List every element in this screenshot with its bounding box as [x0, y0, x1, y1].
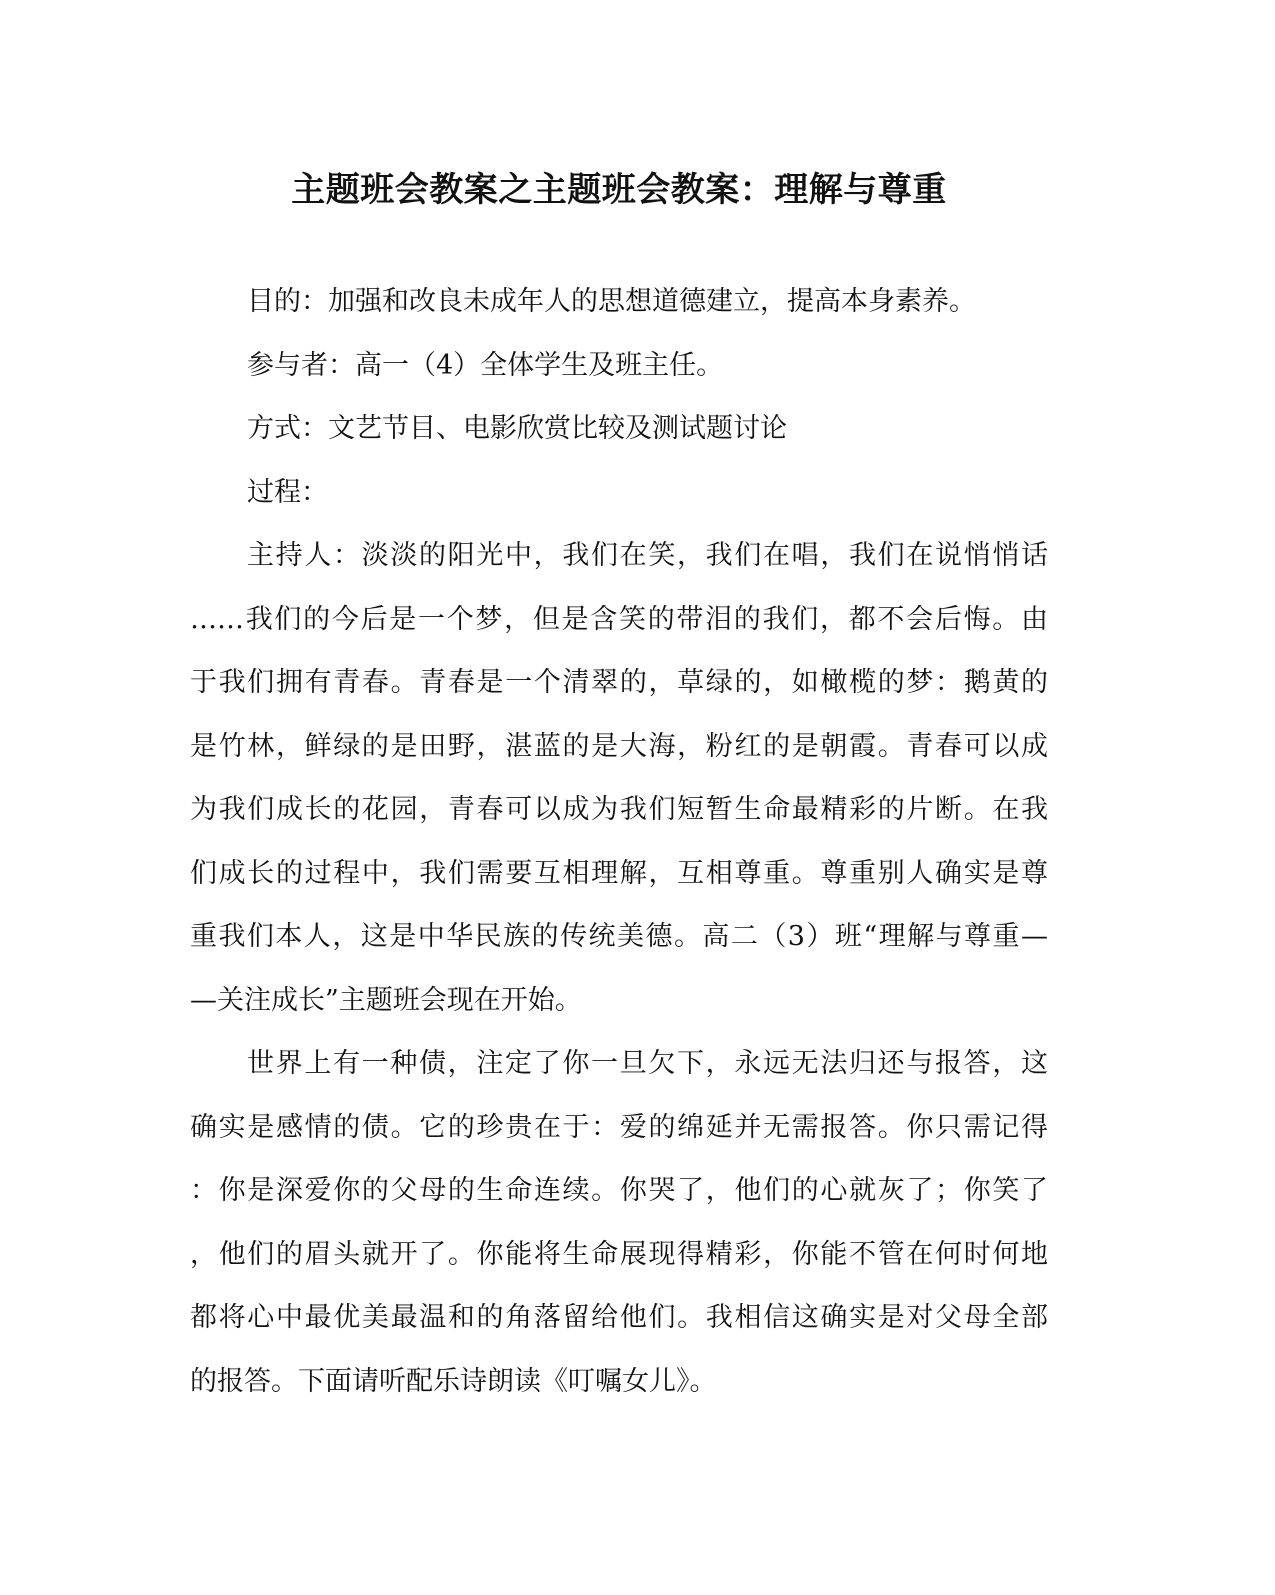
debt-paragraph-line: 确实是感情的债。它的珍贵在于：爱的绵延并无需报答。你只需记得 — [190, 1111, 1048, 1143]
purpose-line: 目的：加强和改良未成年人的思想道德建立，提高本身素养。 — [247, 286, 976, 317]
process-label: 过程： — [247, 476, 328, 508]
debt-paragraph-line: 的报答。下面请听配乐诗朗读《叮嘱女儿》。 — [190, 1365, 717, 1397]
debt-paragraph-line: ：你是深爱你的父母的生命连续。你哭了，他们的心就灰了；你笑了 — [190, 1175, 1048, 1206]
host-paragraph-line: ……我们的今后是一个梦，但是含笑的带泪的我们，都不会后悔。由 — [190, 603, 1048, 635]
document-body — [190, 270, 1048, 1413]
host-paragraph-line: 重我们本人，这是中华民族的传统美德。高二（3）班“理解与尊重— — [190, 921, 1048, 952]
debt-paragraph-line: ，他们的眉头就开了。你能将生命展现得精彩，你能不管在何时何地 — [190, 1238, 1048, 1270]
host-paragraph-line: 是竹林，鲜绿的是田野，湛蓝的是大海，粉红的是朝霞。青春可以成 — [190, 730, 1048, 762]
host-paragraph-line: 主持人：淡淡的阳光中，我们在笑，我们在唱，我们在说悄悄话 — [247, 540, 1048, 571]
host-paragraph-line: —关注成长”主题班会现在开始。 — [190, 984, 582, 1016]
debt-paragraph-line: 都将心中最优美最温和的角落留给他们。我相信这确实是对父母全部 — [190, 1302, 1048, 1333]
method-line: 方式：文艺节目、电影欣赏比较及测试题讨论 — [247, 413, 787, 444]
host-paragraph-line: 们成长的过程中，我们需要互相理解，互相尊重。尊重别人确实是尊 — [190, 857, 1048, 889]
document-title: 主题班会教案之主题班会教案：理解与尊重 — [291, 170, 947, 210]
debt-paragraph-line: 世界上有一种债，注定了你一旦欠下，永远无法归还与报答，这 — [247, 1048, 1048, 1079]
host-paragraph-line: 于我们拥有青春。青春是一个清翠的，草绿的，如橄榄的梦：鹅黄的 — [190, 667, 1048, 698]
host-paragraph-line: 为我们成长的花园，青春可以成为我们短暂生命最精彩的片断。在我 — [190, 794, 1048, 825]
participants-line: 参与者：高一（4）全体学生及班主任。 — [247, 349, 724, 381]
